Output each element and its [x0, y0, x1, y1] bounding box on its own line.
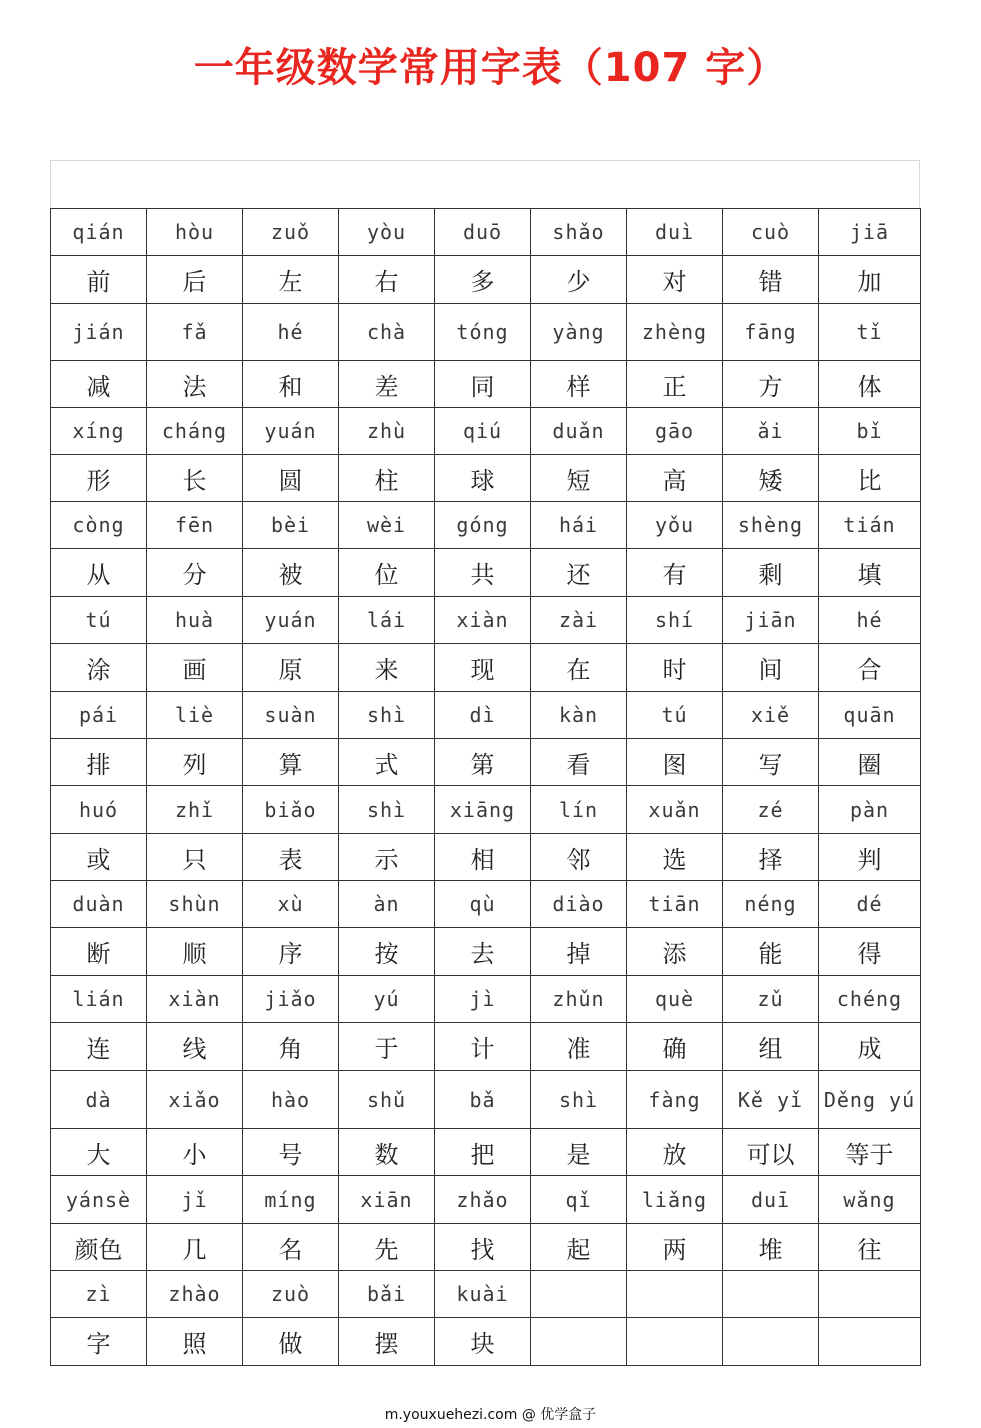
pinyin-cell: shèng [723, 502, 819, 549]
pinyin-cell: shì [339, 692, 435, 739]
hanzi-cell: 于 [339, 1023, 435, 1071]
pinyin-cell: quān [819, 692, 921, 739]
pinyin-cell [627, 1271, 723, 1318]
hanzi-cell: 样 [531, 361, 627, 408]
hanzi-cell: 在 [531, 644, 627, 692]
hanzi-cell: 掉 [531, 928, 627, 976]
hanzi-cell: 只 [147, 834, 243, 881]
pinyin-cell: zuò [243, 1271, 339, 1318]
hanzi-row [51, 1318, 921, 1366]
pinyin-cell: xiān [339, 1176, 435, 1224]
pinyin-cell: bǎ [435, 1071, 531, 1129]
pinyin-row [51, 881, 921, 928]
pinyin-cell [531, 1271, 627, 1318]
pinyin-cell: zhèng [627, 304, 723, 361]
hanzi-cell: 原 [243, 644, 339, 692]
hanzi-cell: 小 [147, 1129, 243, 1176]
hanzi-cell: 照 [147, 1318, 243, 1366]
hanzi-cell: 找 [435, 1224, 531, 1271]
hanzi-cell: 示 [339, 834, 435, 881]
hanzi-cell: 把 [435, 1129, 531, 1176]
hanzi-cell [819, 1318, 921, 1366]
hanzi-cell: 择 [723, 834, 819, 881]
hanzi-cell: 加 [819, 256, 921, 304]
pinyin-cell: yàng [531, 304, 627, 361]
pinyin-cell: wèi [339, 502, 435, 549]
hanzi-row [51, 1023, 921, 1071]
pinyin-cell: shì [339, 786, 435, 834]
pinyin-cell: dì [435, 692, 531, 739]
pinyin-row [51, 597, 921, 644]
pinyin-cell: qǐ [531, 1176, 627, 1224]
hanzi-row [51, 644, 921, 692]
pinyin-cell: huà [147, 597, 243, 644]
pinyin-cell: zé [723, 786, 819, 834]
hanzi-cell: 被 [243, 549, 339, 597]
hanzi-row [51, 834, 921, 881]
table-header-blank [50, 160, 920, 208]
pinyin-cell: zǔ [723, 976, 819, 1023]
pinyin-cell: lín [531, 786, 627, 834]
pinyin-row [51, 1271, 921, 1318]
pinyin-cell: hào [243, 1071, 339, 1129]
pinyin-cell: zì [51, 1271, 147, 1318]
pinyin-cell: Děng yú [819, 1071, 921, 1129]
footer-watermark: m.youxuehezi.com @ 优学盒子 [384, 1407, 597, 1423]
pinyin-cell: fàng [627, 1071, 723, 1129]
pinyin-cell: jiān [723, 597, 819, 644]
hanzi-cell: 图 [627, 739, 723, 786]
pinyin-cell: xiàn [435, 597, 531, 644]
hanzi-cell: 和 [243, 361, 339, 408]
pinyin-cell: qiú [435, 408, 531, 455]
pinyin-cell: biǎo [243, 786, 339, 834]
hanzi-cell: 断 [51, 928, 147, 976]
hanzi-cell: 对 [627, 256, 723, 304]
hanzi-cell: 看 [531, 739, 627, 786]
pinyin-cell: cháng [147, 408, 243, 455]
pinyin-cell: shì [531, 1071, 627, 1129]
hanzi-row [51, 256, 921, 304]
pinyin-cell: ǎi [723, 408, 819, 455]
pinyin-cell: àn [339, 881, 435, 928]
pinyin-cell: jǐ [147, 1176, 243, 1224]
hanzi-cell: 左 [243, 256, 339, 304]
pinyin-cell: yú [339, 976, 435, 1023]
pinyin-cell: diào [531, 881, 627, 928]
page-title: 一年级数学常用字表（107 字） [193, 45, 788, 91]
pinyin-cell: yánsè [51, 1176, 147, 1224]
pinyin-cell: zhǎo [435, 1176, 531, 1224]
pinyin-cell: qù [435, 881, 531, 928]
hanzi-row [51, 549, 921, 597]
pinyin-cell: què [627, 976, 723, 1023]
pinyin-cell: pái [51, 692, 147, 739]
hanzi-cell: 起 [531, 1224, 627, 1271]
hanzi-cell: 大 [51, 1129, 147, 1176]
pinyin-cell: hòu [147, 209, 243, 256]
pinyin-row [51, 692, 921, 739]
pinyin-cell: lián [51, 976, 147, 1023]
pinyin-cell: dà [51, 1071, 147, 1129]
pinyin-cell: xíng [51, 408, 147, 455]
pinyin-cell: shǎo [531, 209, 627, 256]
pinyin-cell: zhǐ [147, 786, 243, 834]
hanzi-cell: 摆 [339, 1318, 435, 1366]
pinyin-cell: wǎng [819, 1176, 921, 1224]
hanzi-cell: 还 [531, 549, 627, 597]
pinyin-cell [819, 1271, 921, 1318]
pinyin-row [51, 408, 921, 455]
hanzi-cell: 式 [339, 739, 435, 786]
pinyin-cell: duī [723, 1176, 819, 1224]
hanzi-cell: 画 [147, 644, 243, 692]
pinyin-cell: bèi [243, 502, 339, 549]
hanzi-cell: 组 [723, 1023, 819, 1071]
hanzi-cell: 分 [147, 549, 243, 597]
pinyin-row [51, 1176, 921, 1224]
pinyin-cell: qián [51, 209, 147, 256]
hanzi-cell: 堆 [723, 1224, 819, 1271]
hanzi-cell: 涂 [51, 644, 147, 692]
hanzi-cell: 去 [435, 928, 531, 976]
hanzi-cell: 形 [51, 455, 147, 502]
pinyin-cell: suàn [243, 692, 339, 739]
hanzi-cell: 球 [435, 455, 531, 502]
hanzi-cell: 体 [819, 361, 921, 408]
hanzi-cell: 连 [51, 1023, 147, 1071]
pinyin-cell: chéng [819, 976, 921, 1023]
hanzi-cell: 号 [243, 1129, 339, 1176]
pinyin-cell: zhǔn [531, 976, 627, 1023]
pinyin-cell: fǎ [147, 304, 243, 361]
pinyin-cell: jián [51, 304, 147, 361]
pinyin-cell: jiǎo [243, 976, 339, 1023]
hanzi-cell: 做 [243, 1318, 339, 1366]
pinyin-cell: yuán [243, 597, 339, 644]
pinyin-cell: liè [147, 692, 243, 739]
hanzi-cell: 放 [627, 1129, 723, 1176]
pinyin-row [51, 1071, 921, 1129]
hanzi-cell: 邻 [531, 834, 627, 881]
pinyin-cell: zhào [147, 1271, 243, 1318]
hanzi-cell [531, 1318, 627, 1366]
pinyin-cell: góng [435, 502, 531, 549]
pinyin-cell: gāo [627, 408, 723, 455]
pinyin-row [51, 502, 921, 549]
hanzi-cell: 块 [435, 1318, 531, 1366]
hanzi-cell: 合 [819, 644, 921, 692]
pinyin-cell: néng [723, 881, 819, 928]
hanzi-cell: 多 [435, 256, 531, 304]
hanzi-cell: 比 [819, 455, 921, 502]
hanzi-cell: 添 [627, 928, 723, 976]
pinyin-cell: kuài [435, 1271, 531, 1318]
pinyin-cell: còng [51, 502, 147, 549]
hanzi-cell: 圆 [243, 455, 339, 502]
pinyin-cell: shí [627, 597, 723, 644]
hanzi-cell: 错 [723, 256, 819, 304]
pinyin-cell: zuǒ [243, 209, 339, 256]
hanzi-cell: 相 [435, 834, 531, 881]
hanzi-cell: 表 [243, 834, 339, 881]
pinyin-cell: zài [531, 597, 627, 644]
hanzi-cell: 能 [723, 928, 819, 976]
hanzi-cell: 方 [723, 361, 819, 408]
hanzi-cell: 两 [627, 1224, 723, 1271]
pinyin-cell: liǎng [627, 1176, 723, 1224]
hanzi-cell: 正 [627, 361, 723, 408]
pinyin-cell: tóng [435, 304, 531, 361]
hanzi-cell: 来 [339, 644, 435, 692]
pinyin-cell: Kě yǐ [723, 1071, 819, 1129]
hanzi-cell: 选 [627, 834, 723, 881]
hanzi-cell: 圈 [819, 739, 921, 786]
hanzi-cell: 减 [51, 361, 147, 408]
character-table [50, 208, 921, 1366]
pinyin-cell: bǎi [339, 1271, 435, 1318]
hanzi-row [51, 739, 921, 786]
hanzi-cell: 得 [819, 928, 921, 976]
hanzi-cell: 可以 [723, 1129, 819, 1176]
hanzi-cell: 数 [339, 1129, 435, 1176]
hanzi-row [51, 455, 921, 502]
hanzi-cell: 少 [531, 256, 627, 304]
pinyin-row [51, 976, 921, 1023]
hanzi-cell: 判 [819, 834, 921, 881]
hanzi-cell: 按 [339, 928, 435, 976]
hanzi-cell: 右 [339, 256, 435, 304]
pinyin-cell: fāng [723, 304, 819, 361]
pinyin-cell: duǎn [531, 408, 627, 455]
hanzi-cell: 同 [435, 361, 531, 408]
pinyin-cell: chà [339, 304, 435, 361]
pinyin-cell: yuán [243, 408, 339, 455]
hanzi-cell: 顺 [147, 928, 243, 976]
pinyin-cell: xiě [723, 692, 819, 739]
hanzi-row [51, 1224, 921, 1271]
hanzi-row [51, 928, 921, 976]
hanzi-cell: 矮 [723, 455, 819, 502]
hanzi-cell: 线 [147, 1023, 243, 1071]
pinyin-cell: jì [435, 976, 531, 1023]
hanzi-cell: 往 [819, 1224, 921, 1271]
hanzi-cell: 高 [627, 455, 723, 502]
hanzi-cell: 有 [627, 549, 723, 597]
pinyin-cell: tú [627, 692, 723, 739]
hanzi-row [51, 1129, 921, 1176]
hanzi-cell [723, 1318, 819, 1366]
hanzi-cell [627, 1318, 723, 1366]
pinyin-cell: duì [627, 209, 723, 256]
pinyin-row [51, 209, 921, 256]
pinyin-cell: fēn [147, 502, 243, 549]
pinyin-cell: pàn [819, 786, 921, 834]
pinyin-cell: dé [819, 881, 921, 928]
pinyin-cell: tián [819, 502, 921, 549]
pinyin-cell: tǐ [819, 304, 921, 361]
pinyin-cell: jiā [819, 209, 921, 256]
hanzi-cell: 法 [147, 361, 243, 408]
hanzi-cell: 颜色 [51, 1224, 147, 1271]
pinyin-cell: xiāng [435, 786, 531, 834]
pinyin-cell: xù [243, 881, 339, 928]
hanzi-cell: 时 [627, 644, 723, 692]
hanzi-cell: 几 [147, 1224, 243, 1271]
hanzi-cell: 序 [243, 928, 339, 976]
hanzi-cell: 名 [243, 1224, 339, 1271]
pinyin-cell: bǐ [819, 408, 921, 455]
hanzi-cell: 字 [51, 1318, 147, 1366]
pinyin-cell: tú [51, 597, 147, 644]
hanzi-cell: 现 [435, 644, 531, 692]
pinyin-cell: yòu [339, 209, 435, 256]
hanzi-cell: 长 [147, 455, 243, 502]
hanzi-cell: 列 [147, 739, 243, 786]
hanzi-cell: 柱 [339, 455, 435, 502]
pinyin-cell: hé [243, 304, 339, 361]
pinyin-cell: xiàn [147, 976, 243, 1023]
hanzi-cell: 填 [819, 549, 921, 597]
hanzi-cell: 差 [339, 361, 435, 408]
pinyin-cell: xuǎn [627, 786, 723, 834]
hanzi-cell: 前 [51, 256, 147, 304]
pinyin-cell [723, 1271, 819, 1318]
pinyin-cell: hé [819, 597, 921, 644]
hanzi-cell: 是 [531, 1129, 627, 1176]
hanzi-cell: 计 [435, 1023, 531, 1071]
pinyin-cell: cuò [723, 209, 819, 256]
pinyin-row [51, 304, 921, 361]
pinyin-cell: zhù [339, 408, 435, 455]
hanzi-cell: 剩 [723, 549, 819, 597]
hanzi-cell: 先 [339, 1224, 435, 1271]
pinyin-cell: tiān [627, 881, 723, 928]
pinyin-cell: lái [339, 597, 435, 644]
pinyin-row [51, 786, 921, 834]
hanzi-cell: 成 [819, 1023, 921, 1071]
hanzi-cell: 角 [243, 1023, 339, 1071]
pinyin-cell: duàn [51, 881, 147, 928]
pinyin-cell: xiǎo [147, 1071, 243, 1129]
pinyin-cell: míng [243, 1176, 339, 1224]
hanzi-row [51, 361, 921, 408]
pinyin-cell: hái [531, 502, 627, 549]
hanzi-cell: 从 [51, 549, 147, 597]
hanzi-cell: 短 [531, 455, 627, 502]
pinyin-cell: huó [51, 786, 147, 834]
pinyin-cell: yǒu [627, 502, 723, 549]
pinyin-cell: shùn [147, 881, 243, 928]
pinyin-cell: shǔ [339, 1071, 435, 1129]
hanzi-cell: 间 [723, 644, 819, 692]
hanzi-cell: 后 [147, 256, 243, 304]
hanzi-cell: 位 [339, 549, 435, 597]
pinyin-cell: kàn [531, 692, 627, 739]
hanzi-cell: 共 [435, 549, 531, 597]
hanzi-cell: 写 [723, 739, 819, 786]
hanzi-cell: 排 [51, 739, 147, 786]
pinyin-cell: duō [435, 209, 531, 256]
hanzi-cell: 准 [531, 1023, 627, 1071]
hanzi-cell: 第 [435, 739, 531, 786]
hanzi-cell: 等于 [819, 1129, 921, 1176]
hanzi-cell: 或 [51, 834, 147, 881]
hanzi-cell: 算 [243, 739, 339, 786]
hanzi-cell: 确 [627, 1023, 723, 1071]
